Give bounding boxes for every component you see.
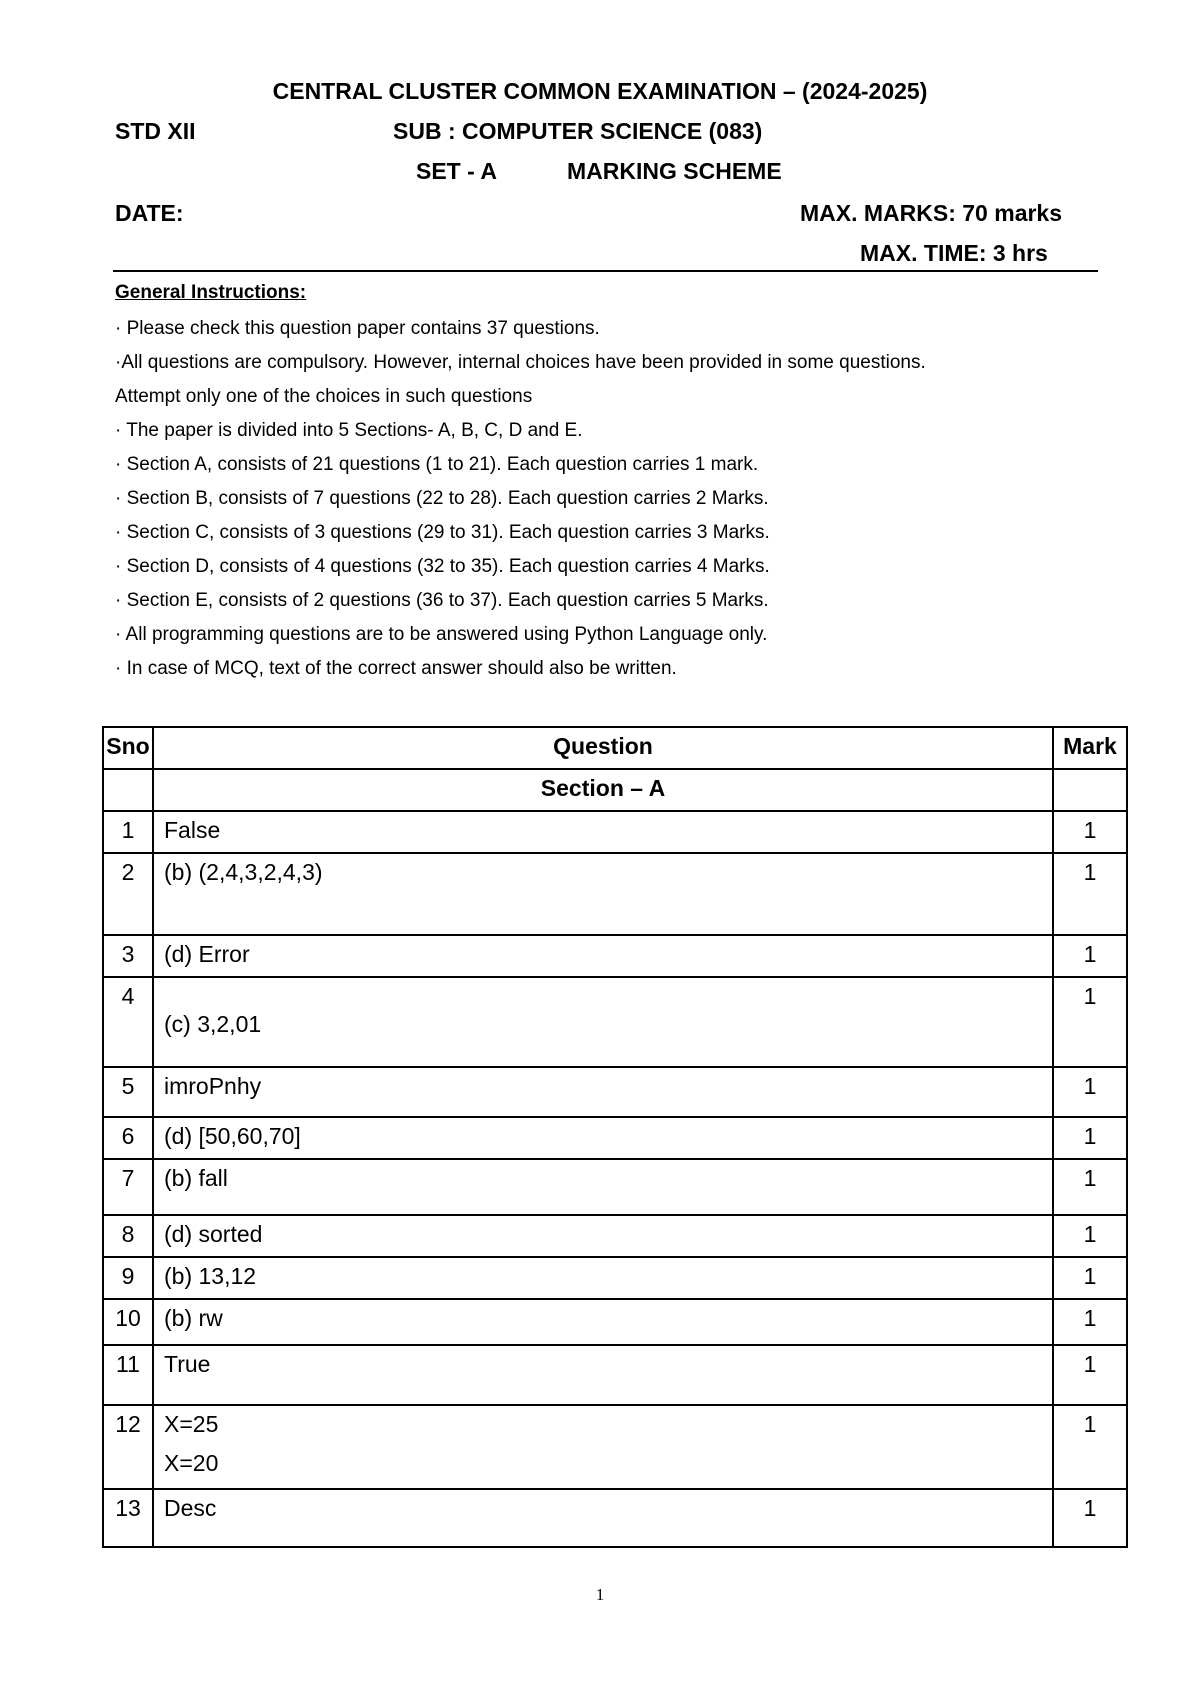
row-mark: 1 [1053,1159,1127,1215]
page-number: 1 [595,1585,605,1604]
header-mark: Mark [1053,727,1127,769]
instruction-line: ·All questions are compulsory. However, internal choices have been provided in some questions. [115,352,926,373]
table-row [103,1345,1127,1405]
instruction-line: · All programming questions are to be answered using Python Language only. [115,624,768,645]
table-header-row [103,727,1127,769]
std-label: STD XII [115,118,196,144]
row-sno: 12 [103,1405,153,1489]
row-answer-line2: X=20 [164,1450,219,1476]
row-answer: X=25 [164,1411,219,1437]
row-answer: imroPnhy [153,1067,1053,1117]
row-mark: 1 [1053,811,1127,853]
row-mark: 1 [1053,1067,1127,1117]
instruction-line: · Section E, consists of 2 questions (36 to 37). Each question carries 5 Marks. [115,590,769,611]
instructions-title: General Instructions: [115,282,307,303]
header-question: Question [153,727,1053,769]
row-answer: (d) [50,60,70] [153,1117,1053,1159]
instruction-line: · Section D, consists of 4 questions (32 to 35). Each question carries 4 Marks. [115,556,770,577]
row-answer: (d) sorted [153,1215,1053,1257]
table-row [103,1489,1127,1547]
row-sno: 7 [103,1159,153,1215]
table-row [103,1299,1127,1345]
row-answer: (b) 13,12 [153,1257,1053,1299]
table-row [103,853,1127,935]
table-row [103,1405,1127,1489]
table-row [103,935,1127,977]
row-answer: (b) (2,4,3,2,4,3) [153,853,1053,935]
table-row [103,1257,1127,1299]
table-row [103,1117,1127,1159]
max-marks: MAX. MARKS: 70 marks [800,200,1063,226]
row-mark: 1 [1053,935,1127,977]
header-sno: Sno [103,727,153,769]
section-row [103,769,1127,811]
subject-label: SUB : COMPUTER SCIENCE (083) [393,118,763,144]
row-sno: 2 [103,853,153,935]
row-mark: 1 [1053,1215,1127,1257]
row-answer: (d) Error [153,935,1053,977]
set-label: SET - A [416,158,497,184]
table-row [103,1215,1127,1257]
row-sno: 8 [103,1215,153,1257]
row-sno: 6 [103,1117,153,1159]
instructions-list [115,312,1105,686]
row-sno: 11 [103,1345,153,1405]
table-row [103,977,1127,1067]
section-title: Section – A [153,769,1053,811]
date-label: DATE: [115,200,184,226]
instruction-line: · In case of MCQ, text of the correct answer should also be written. [115,658,677,679]
row-mark: 1 [1053,1345,1127,1405]
instruction-line: · Section A, consists of 21 questions (1 to 21). Each question carries 1 mark. [115,454,759,475]
row-sno: 9 [103,1257,153,1299]
row-sno: 10 [103,1299,153,1345]
marking-scheme-table [102,726,1128,1548]
row-answer: (c) 3,2,01 [164,1011,262,1037]
instruction-line: · The paper is divided into 5 Sections- A, B, C, D and E. [115,420,583,441]
instruction-line: · Section B, consists of 7 questions (22 to 28). Each question carries 2 Marks. [115,488,769,509]
row-sno: 1 [103,811,153,853]
row-answer: False [153,811,1053,853]
row-mark: 1 [1053,977,1127,1067]
scheme-label: MARKING SCHEME [567,158,782,184]
row-sno: 3 [103,935,153,977]
row-answer: True [153,1345,1053,1405]
table-row [103,1067,1127,1117]
row-mark: 1 [1053,1405,1127,1489]
row-mark: 1 [1053,853,1127,935]
exam-title: CENTRAL CLUSTER COMMON EXAMINATION – (2024-2025) [272,78,928,104]
row-mark: 1 [1053,1257,1127,1299]
row-answer: (b) rw [153,1299,1053,1345]
row-mark: 1 [1053,1299,1127,1345]
instruction-line: · Section C, consists of 3 questions (29 to 31). Each question carries 3 Marks. [115,522,770,543]
row-answer: Desc [153,1489,1053,1547]
row-mark: 1 [1053,1489,1127,1547]
table-row [103,811,1127,853]
row-answer: (b) fall [153,1159,1053,1215]
header-divider [113,270,1098,272]
row-mark: 1 [1053,1117,1127,1159]
instruction-line: Attempt only one of the choices in such questions [115,386,533,407]
row-sno: 4 [103,977,153,1067]
table-row [103,1159,1127,1215]
row-sno: 13 [103,1489,153,1547]
max-time: MAX. TIME: 3 hrs [860,240,1048,266]
row-sno: 5 [103,1067,153,1117]
instruction-line: · Please check this question paper contains 37 questions. [115,318,600,339]
